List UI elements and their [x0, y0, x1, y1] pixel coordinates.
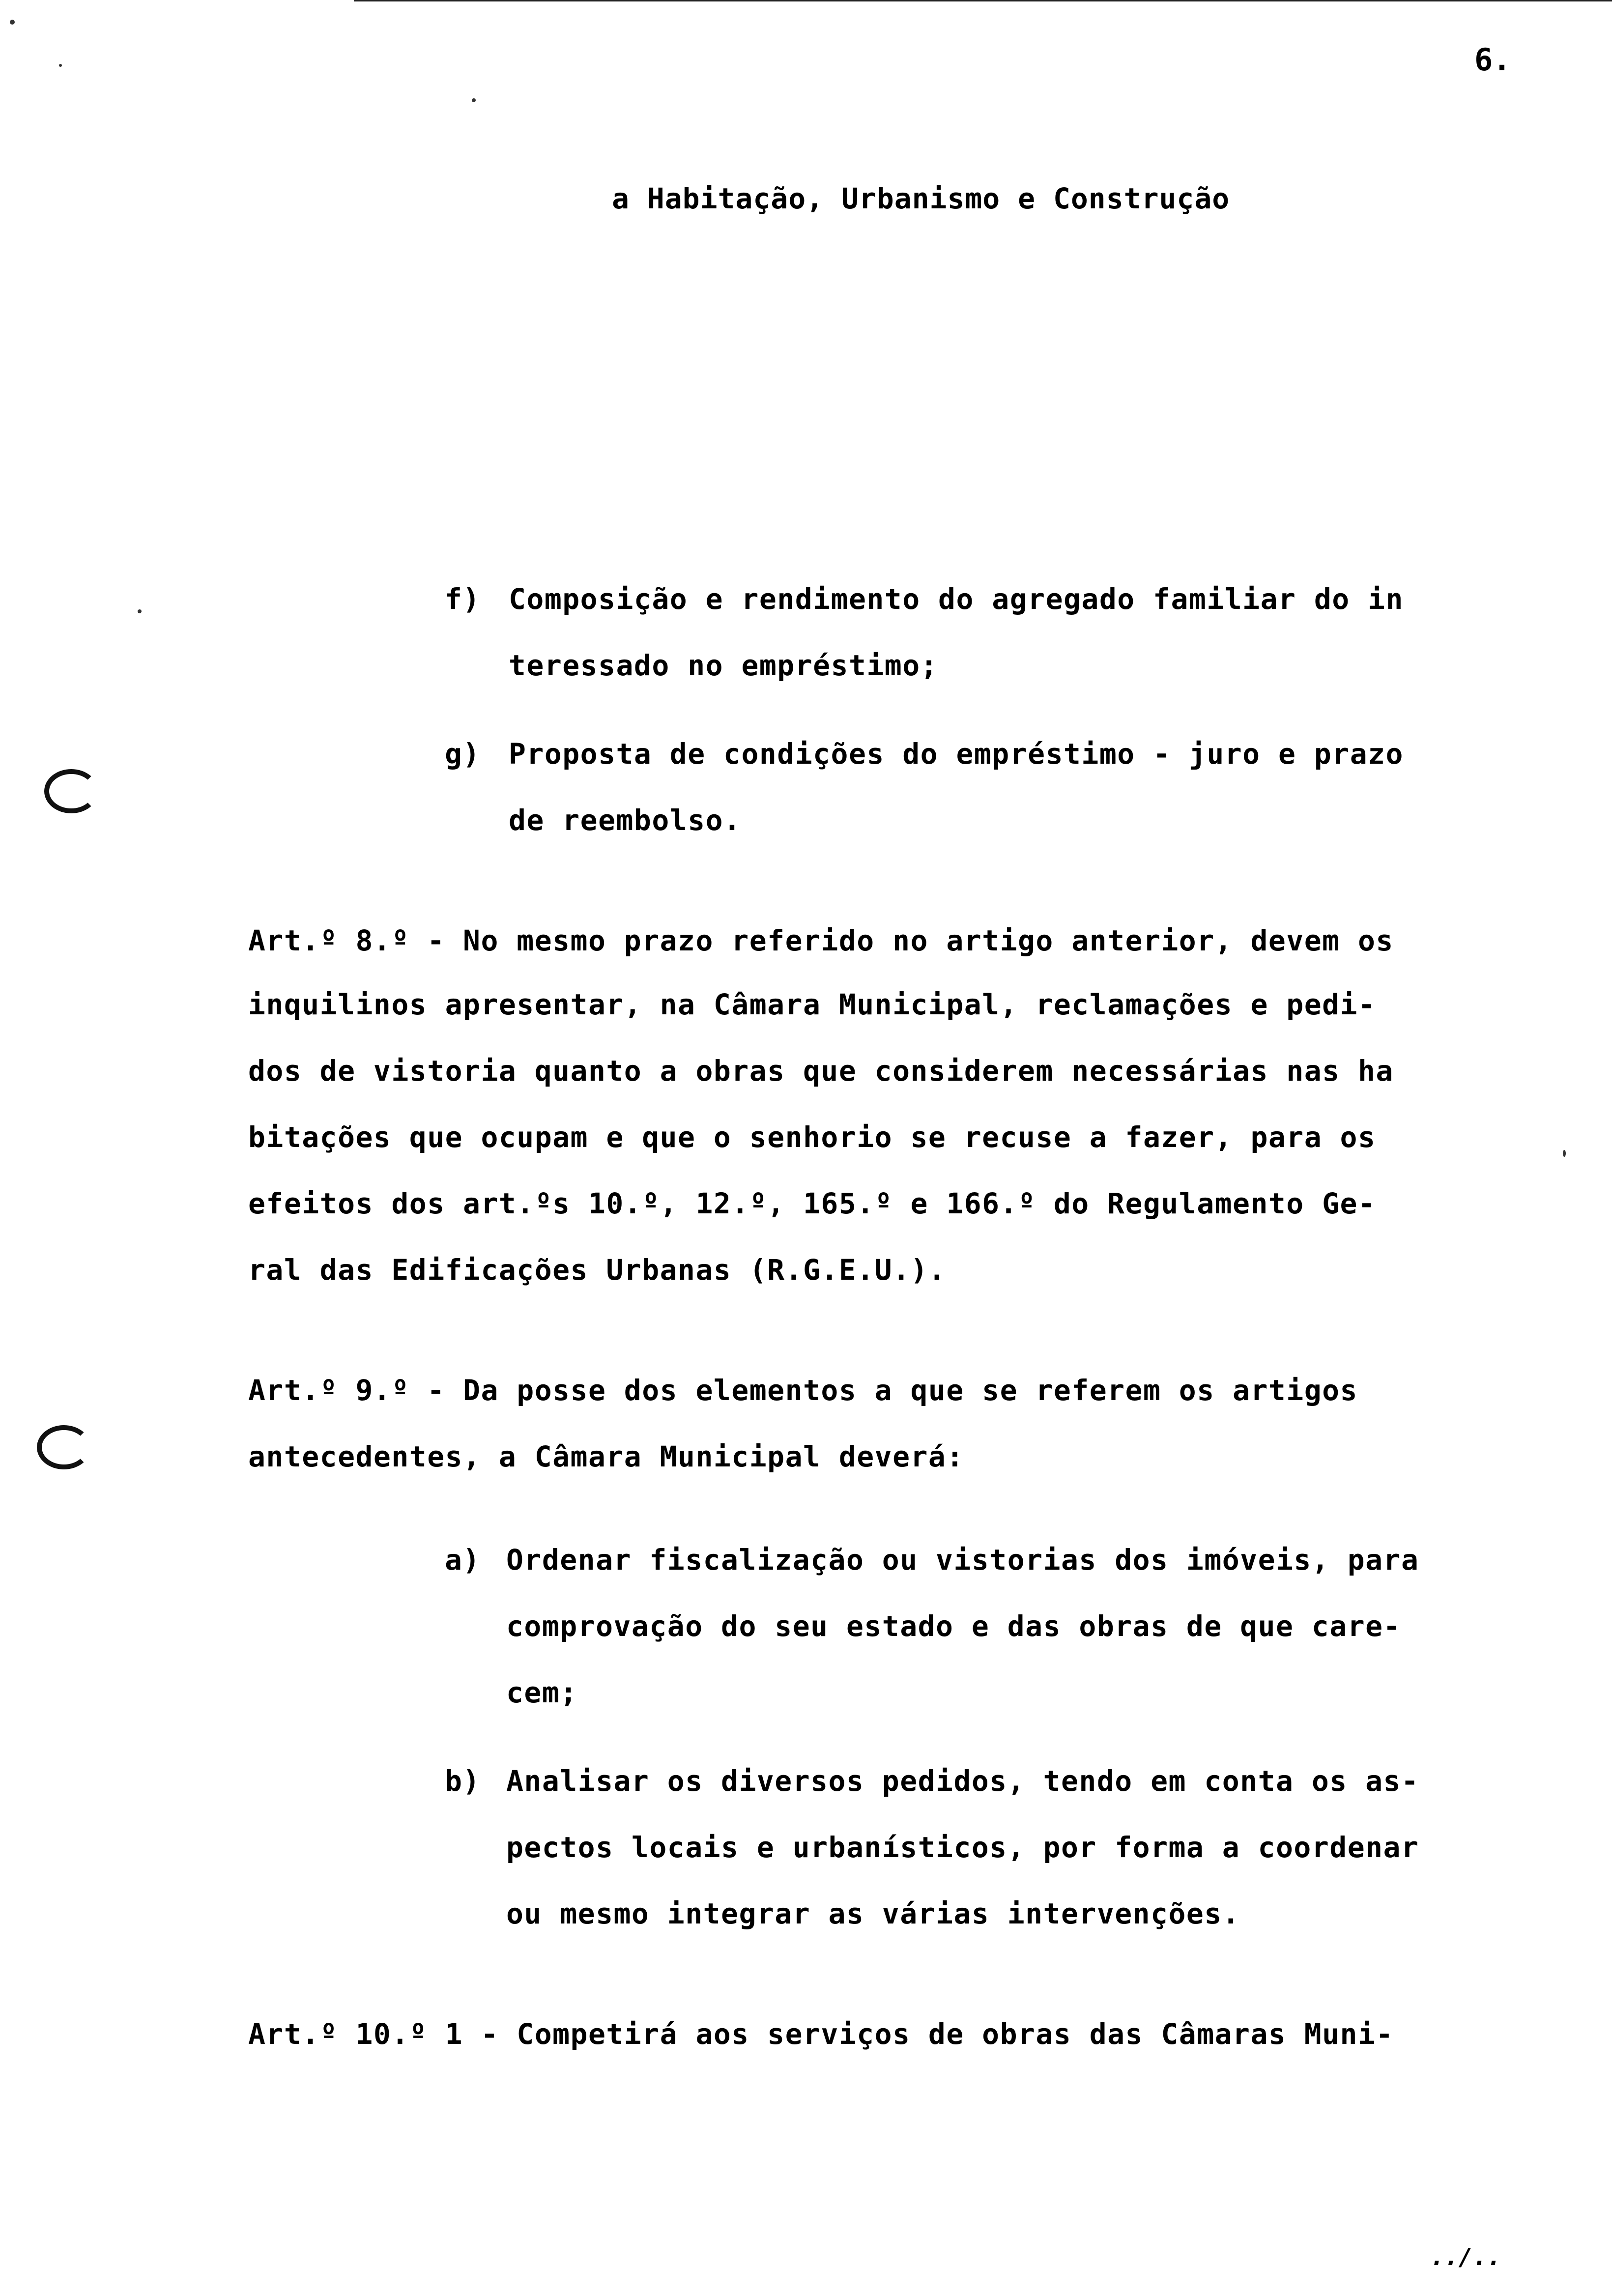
art8-line-5: efeitos dos art.ºs 10.º, 12.º, 165.º e 166.º do Regulamento Ge-	[248, 1187, 1376, 1220]
art10-line-1: Art.º 10.º 1 - Competirá aos serviços de obras das Câmaras Muni-	[248, 2017, 1394, 2051]
art9-item-b-line-1: Analisar os diversos pedidos, tendo em conta os as-	[506, 1764, 1419, 1798]
art9-item-a-line-1: Ordenar fiscalização ou vistorias dos imóveis, para	[506, 1543, 1419, 1577]
item-g-label: g)	[445, 737, 481, 771]
page-header: a Habitação, Urbanismo e Construção	[612, 182, 1230, 215]
art9-item-b-line-3: ou mesmo integrar as várias intervenções.	[506, 1897, 1240, 1930]
art9-item-a-label: a)	[445, 1543, 481, 1577]
binder-hole-mark-icon	[37, 1425, 91, 1469]
item-f-label: f)	[445, 582, 481, 616]
scan-speck	[472, 98, 476, 102]
scan-speck	[1563, 1150, 1566, 1157]
art8-line-2: inquilinos apresentar, na Câmara Municipal, reclamações e pedi-	[248, 988, 1376, 1021]
art9-item-a-line-2: comprovação do seu estado e das obras de que care-	[506, 1609, 1401, 1643]
item-g-line-2: de reembolso.	[509, 804, 742, 837]
art9-item-a-line-3: cem;	[506, 1676, 578, 1709]
art9-item-b-label: b)	[445, 1764, 481, 1798]
art8-line-6: ral das Edificações Urbanas (R.G.E.U.).	[248, 1253, 947, 1287]
item-f-line-2: teressado no empréstimo;	[509, 649, 939, 682]
item-f-line-1: Composição e rendimento do agregado familiar do in	[509, 582, 1404, 616]
art9-line-2: antecedentes, a Câmara Municipal deverá:	[248, 1440, 964, 1473]
art8-line-1: Art.º 8.º - No mesmo prazo referido no artigo anterior, devem os	[248, 924, 1394, 957]
item-g-line-1: Proposta de condições do empréstimo - juro e prazo	[509, 737, 1404, 771]
scan-speck	[138, 609, 142, 613]
scan-speck	[59, 64, 62, 67]
binder-hole-mark-icon	[44, 769, 98, 813]
art8-line-3: dos de vistoria quanto a obras que considerem necessárias nas ha	[248, 1054, 1394, 1088]
art8-line-4: bitações que ocupam e que o senhorio se recuse a fazer, para os	[248, 1120, 1376, 1154]
continuation-mark: ../..	[1430, 2243, 1501, 2271]
scan-speck	[10, 20, 15, 25]
art9-item-b-line-2: pectos locais e urbanísticos, por forma a coordenar	[506, 1831, 1419, 1864]
page-number: 6.	[1474, 42, 1511, 78]
page-top-edge	[354, 0, 1612, 1]
art9-line-1: Art.º 9.º - Da posse dos elementos a que se referem os artigos	[248, 1374, 1358, 1407]
